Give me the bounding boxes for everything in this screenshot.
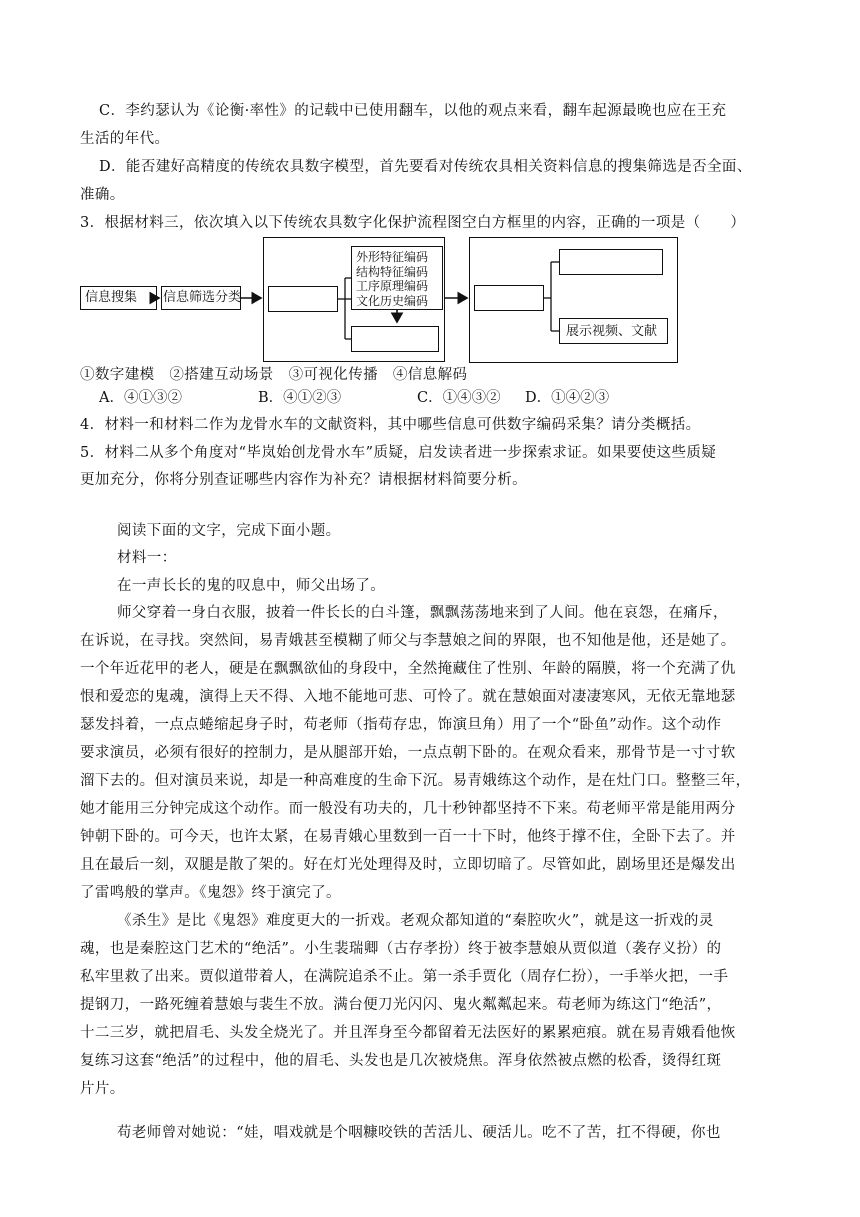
- passage-line: 提钢刀，一路死缠着慧娘与裴生不放。满台便刀光闪闪、鬼火粼粼起来。苟老师为练这门“绝活”，: [80, 997, 722, 1013]
- question-3-items: ①数字建模 ②搭建互动场景 ③可视化传播 ④信息解码: [80, 367, 468, 383]
- passage-line: 《杀生》是比《鬼怨》难度更大的一折戏。老观众都知道的“秦腔吹火”，就是这一折戏的灵: [117, 913, 714, 929]
- passage-line: 且在最后一刻，双腿是散了架的。好在灯光处理得及时，立即切暗了。尽管如此，剧场里还是爆发出: [80, 857, 736, 873]
- flow-box-info-filter-label: 信息筛选分类: [163, 290, 242, 305]
- passage-line: 十二三岁，就把眉毛、头发全烧光了。并且浑身至今都留着无法医好的累累疤痕。就在易青娥看他恢: [80, 1025, 736, 1041]
- question-5-line2: 更加充分，你将分别查证哪些内容作为补充？请根据材料简要分析。: [80, 472, 527, 488]
- passage-line: 溜下去的。但对演员来说，却是一种高难度的生命下沉。易青娥练这个动作，是在灶门口。整整三年，: [80, 773, 751, 789]
- passage-line: 片片。: [80, 1081, 125, 1097]
- passage-line: 要求演员，必须有很好的控制力，是从腿部开始，一点点朝下卧的。在观众看来，那骨节是一寸寸软: [80, 745, 736, 761]
- passage-line: 瑟发抖着，一点点蜷缩起身子时，苟老师（指苟存忠，饰演旦角）用了一个“卧鱼”动作。这个动作: [80, 717, 722, 733]
- flow-box-info-collect-label: 信息搜集: [85, 290, 138, 305]
- flow-connectors: [0, 0, 860, 400]
- passage-line: 苟老师曾对她说：“娃，唱戏就是个咽糠咬铁的苦活儿、硬活儿。吃不了苦，扛不得硬，你也: [117, 1125, 721, 1141]
- material-one-heading: 材料一：: [117, 550, 177, 566]
- passage-line: 钟朝下卧的。可今天，也许太紧，在易青娥心里数到一百一十下时，他终于撑不住，全卧下去了。并: [80, 829, 736, 845]
- option-d-line1: D．能否建好高精度的传统农具数字模型，首先要看对传统农具相关资料信息的搜集筛选是否全面、: [99, 159, 752, 175]
- passage-line: 私牢里救了出来。贾似道带着人，在满院追杀不止。第一杀手贾化（周存仁扮），一手举火把，一手: [80, 969, 729, 985]
- option-d: D．①④②③: [525, 390, 610, 406]
- question-5-line1: 5．材料二从多个角度对“毕岚始创龙骨水车”质疑，启发读者进一步探索求证。如果要使这些质疑: [80, 445, 717, 461]
- code-item: 工序原理编码: [356, 279, 429, 293]
- question-4: 4．材料一和材料二作为龙骨水车的文献资料，其中哪些信息可供数字编码采集？请分类概括。: [80, 417, 701, 433]
- passage-line: 魂，也是秦腔这门艺术的“绝活”。小生裴瑞卿（古存孝扮）终于被李慧娘从贾似道（袭存义扮）的: [80, 941, 722, 957]
- option-d-line2: 准确。: [80, 187, 125, 203]
- passage-line: 在诉说，在寻找。突然间，易青娥甚至模糊了师父与李慧娘之间的界限，也不知他是他，还是她了。: [80, 633, 736, 649]
- passage-line: 一个年近花甲的老人，硬是在飘飘欲仙的身段中，全然掩藏住了性别、年龄的隔膜，将一个充满了仇: [80, 661, 736, 677]
- code-item: 外形特征编码: [356, 250, 429, 264]
- code-item: 文化历史编码: [356, 293, 429, 308]
- option-b: B．④①②③: [258, 390, 342, 406]
- passage-line: 恨和爱恋的鬼魂，演得上天不得、入地不能地可悲、可怜了。就在慧娘面对凄凄寒风，无依无靠地瑟: [80, 689, 736, 705]
- passage-line: 师父穿着一身白衣服，披着一件长长的白斗篷，飘飘荡荡地来到了人间。他在哀怨，在痛斥，: [117, 605, 728, 621]
- passage-line: 她才能用三分钟完成这个动作。而一般没有功夫的，几十秒钟都坚持不下来。苟老师平常是能用两分: [80, 801, 736, 817]
- reading-instruction: 阅读下面的文字，完成下面小题。: [117, 523, 341, 539]
- option-a: A．④①③②: [99, 390, 182, 406]
- question-3: 3．根据材料三，依次填入以下传统农具数字化保护流程图空白方框里的内容，正确的一项是（ ）: [80, 215, 746, 231]
- option-c: C．①④③②: [417, 390, 501, 406]
- passage-intro: 在一声长长的鬼的叹息中，师父出场了。: [117, 578, 386, 594]
- code-item: 结构特征编码: [356, 264, 429, 279]
- passage-line: 复练习这套“绝活”的过程中，他的眉毛、头发也是几次被烧焦。浑身依然被点燃的松香，烫得红斑: [80, 1053, 722, 1069]
- flow-box-display-label: 展示视频、文献: [566, 324, 658, 339]
- option-c-line1: C．李约瑟认为《论衡·率性》的记载中已使用翻车，以他的观点来看，翻车起源最晚也应在王充: [99, 103, 727, 119]
- passage-line: 了雷鸣般的掌声。《鬼怨》终于演完了。: [80, 885, 341, 901]
- option-c-line2: 生活的年代。: [80, 131, 170, 147]
